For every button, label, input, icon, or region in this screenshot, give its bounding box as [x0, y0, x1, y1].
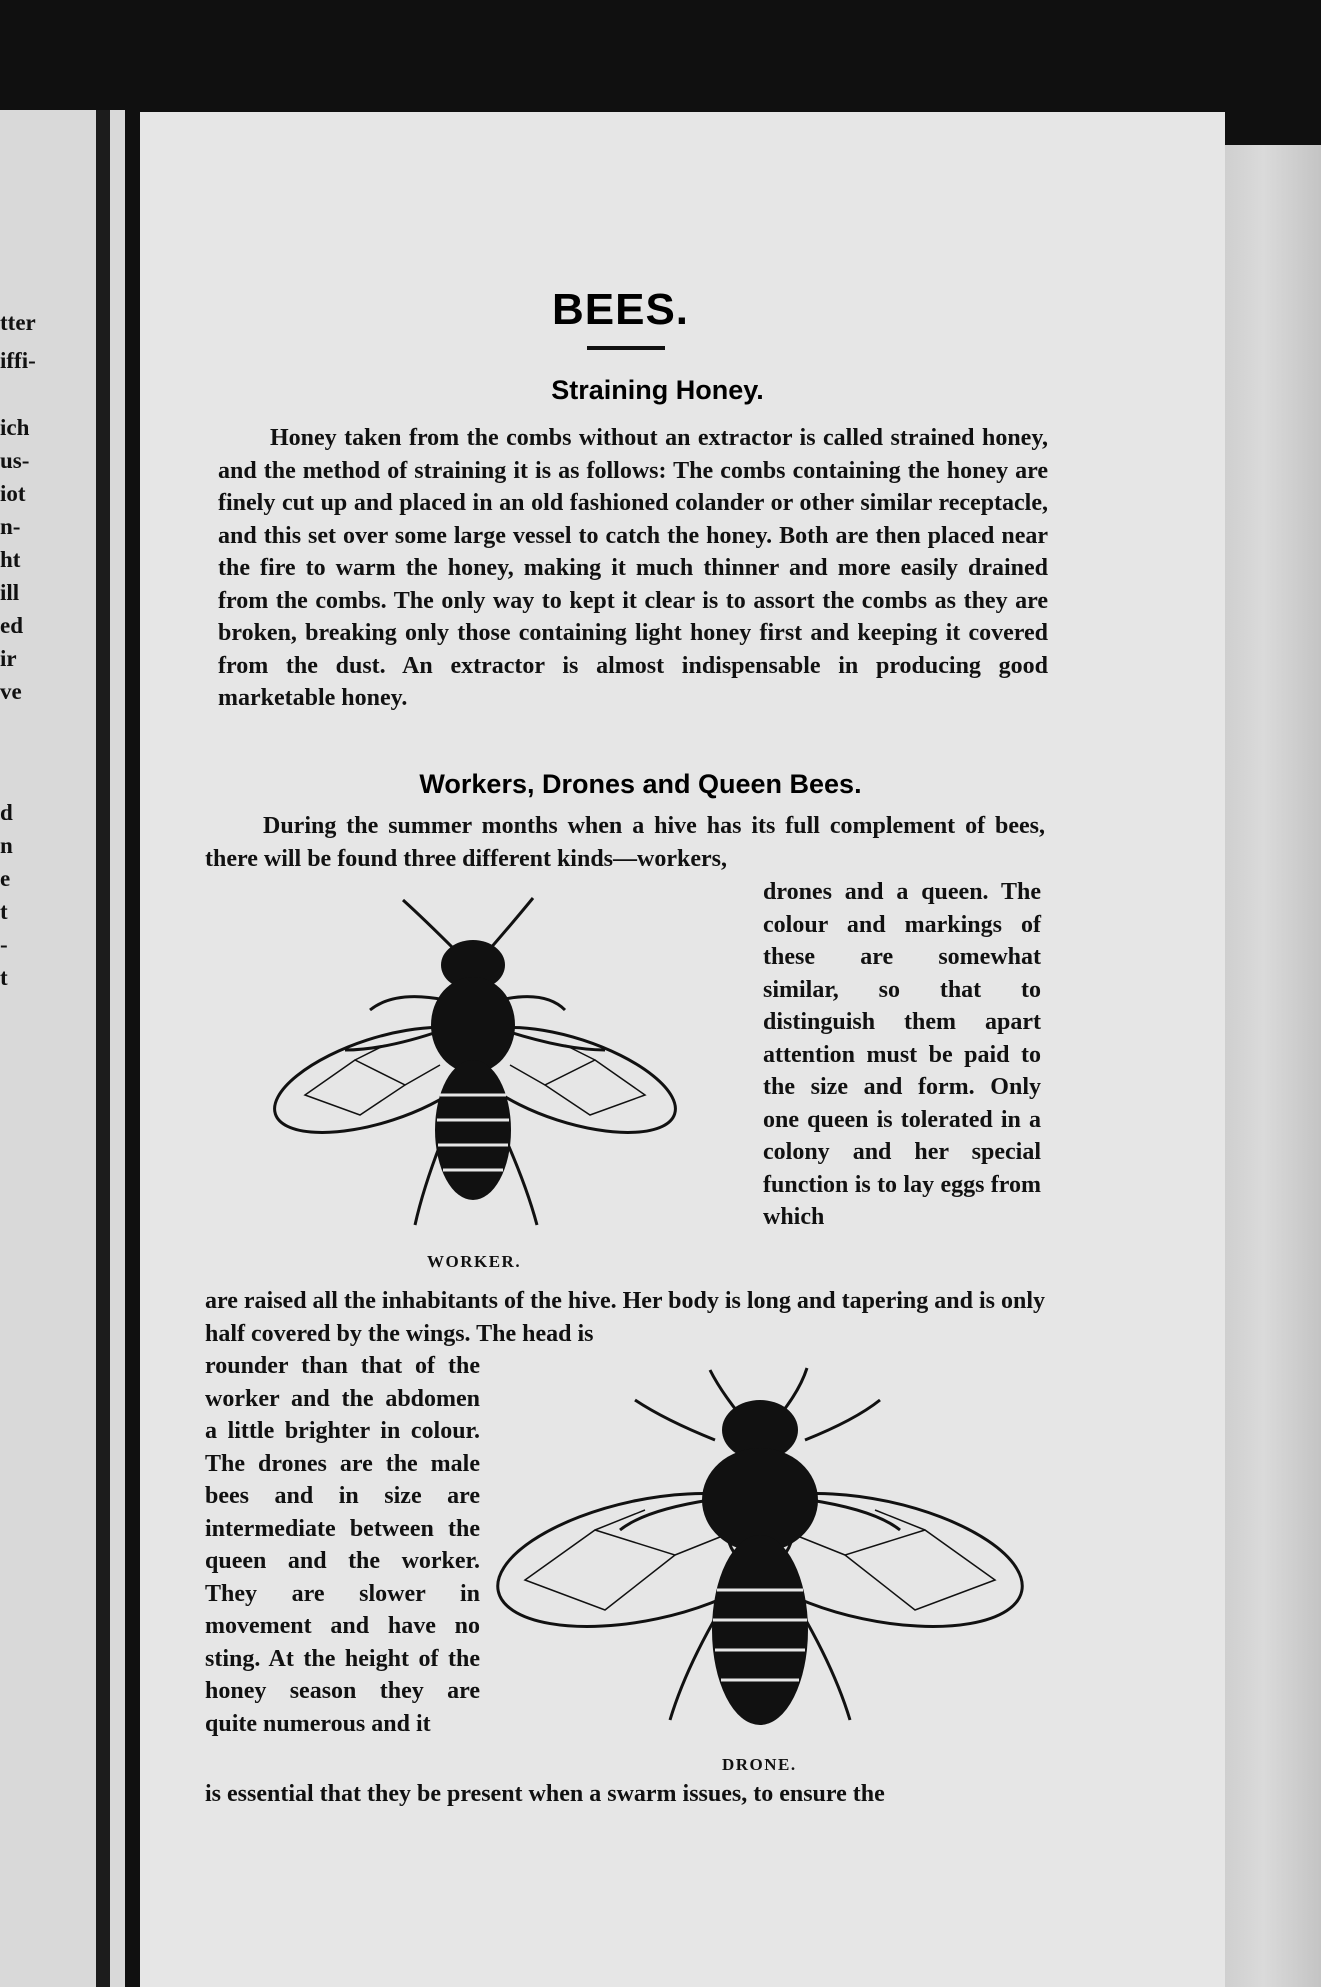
workers-paragraph-part-1: During the summer months when a hive has its full complement of bees, there will be found three different kinds—workers, — [205, 813, 1045, 872]
worker-bee-illustration — [275, 880, 685, 1245]
left-page-fragment: ich — [0, 415, 30, 440]
page-title: BEES. — [551, 285, 690, 334]
left-page-fragment: ed — [0, 613, 23, 638]
left-page-fragment: - — [0, 932, 8, 957]
workers-paragraph-part-4: rounder than that of the worker and the abdomen a little brighter in colour. The drones are the male bees and in size are intermediate between the queen and the worker. They are slower in movement and have no sting. At the height of the honey season they are quite numerous and it — [205, 1353, 480, 1737]
left-page-fragment: ir — [0, 646, 17, 671]
workers-paragraph-part-3: are raised all the inhabitants of the hive. Her body is long and tapering and is only half covered by the wings. The head is — [205, 1288, 1045, 1347]
left-page-fragment: ill — [0, 580, 20, 605]
straining-paragraph: Honey taken from the combs without an extractor is called strained honey, and the method of straining it is as follows: The combs containing the honey are finely cut up and placed in an old fashioned colander or other similar receptacle, and this set over some large vessel to catch the honey. Both are then placed near the fire to warm the honey, making it much thinner and more easily drained from the combs. The only way to kept it clear is to assort the combs as they are broken, breaking only those containing light honey first and keeping it covered from the dust. An extractor is almost indispensable in producing good marketable honey. — [218, 425, 1048, 711]
worker-caption: WORKER. — [427, 1252, 522, 1271]
left-page-fragment: ve — [0, 679, 22, 704]
left-page-fragment: n — [0, 833, 13, 858]
left-page-fragment: e — [0, 866, 11, 891]
section-heading-straining-honey: Straining Honey. — [551, 375, 764, 405]
workers-paragraph-part-5: is essential that they be present when a swarm issues, to ensure the — [205, 1781, 885, 1807]
section-heading-workers-drones-queen: Workers, Drones and Queen Bees. — [419, 769, 862, 799]
left-page-fragment: iffi- — [0, 348, 36, 373]
left-page-fragment: t — [0, 965, 8, 990]
left-page-fragment: t — [0, 899, 8, 924]
title-rule — [587, 346, 665, 350]
left-page-fragment: n- — [0, 514, 21, 539]
left-page-fragment: ht — [0, 547, 21, 572]
left-page-fragment: d — [0, 800, 13, 825]
left-page-fragment: us- — [0, 448, 30, 473]
left-page-fragment: iot — [0, 481, 26, 506]
drone-caption: DRONE. — [722, 1755, 797, 1774]
page-edge — [1225, 145, 1321, 1987]
left-page-fragment: tter — [0, 310, 36, 335]
workers-paragraph-part-2: drones and a queen. The colour and markings of these are somewhat similar, so that to distinguish them apart attention must be paid to the size and form. Only one queen is tolerated in a colony and her special function is to lay eggs from which — [763, 879, 1041, 1230]
drone-bee-illustration — [495, 1360, 1025, 1755]
